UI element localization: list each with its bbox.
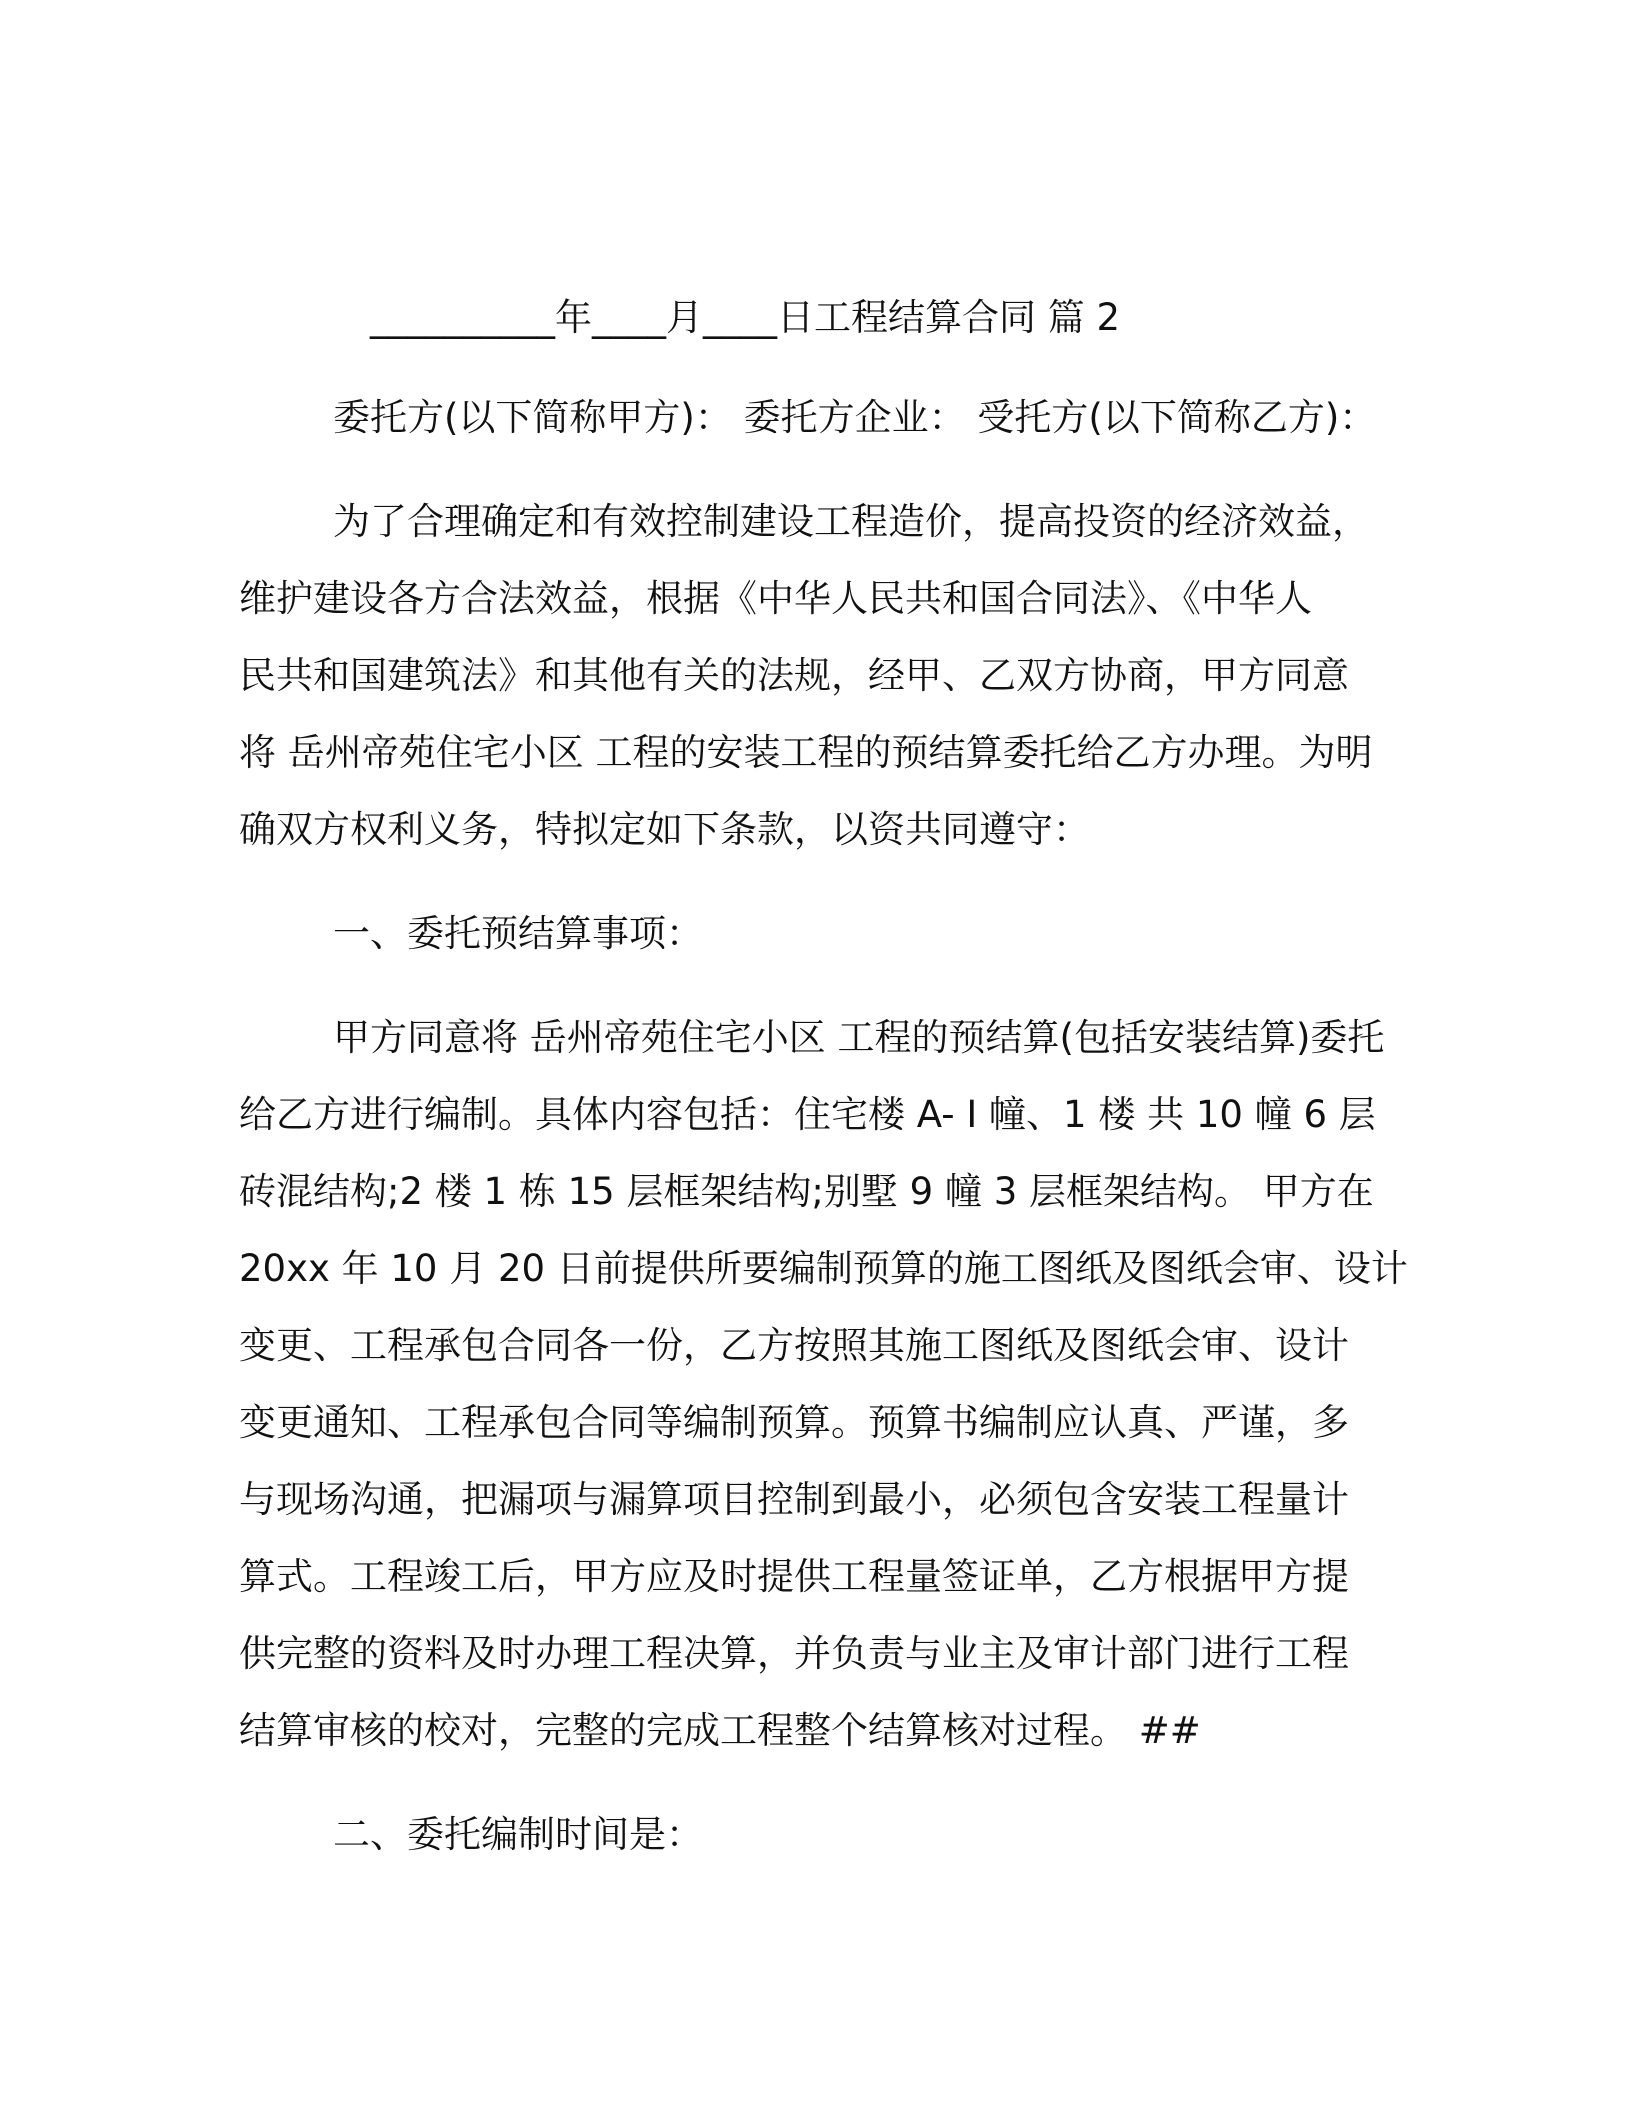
intro-line: 确双方权利义务，特拟定如下条款，以资共同遵守： — [239, 808, 1090, 851]
section1-line: 结算审核的校对，完整的完成工程整个结算核对过程。 ## — [239, 1709, 1201, 1752]
section1-line: 与现场沟通，把漏项与漏算项目控制到最小，必须包含安装工程量计 — [239, 1478, 1349, 1521]
intro-line: 将 岳州帝苑住宅小区 工程的安装工程的预结算委托给乙方办理。为明 — [239, 731, 1373, 774]
section1-line: 给乙方进行编制。具体内容包括：住宅楼 A- I 幢、1 楼 共 10 幢 6 层 — [239, 1093, 1376, 1136]
section1-line: 算式。工程竣工后，甲方应及时提供工程量签证单，乙方根据甲方提 — [239, 1555, 1349, 1598]
section1-line: 供完整的资料及时办理工程决算，并负责与业主及审计部门进行工程 — [239, 1632, 1349, 1675]
section1-line: 甲方同意将 岳州帝苑住宅小区 工程的预结算(包括安装结算)委托 — [333, 1016, 1385, 1059]
section1-line: 砖混结构;2 楼 1 栋 15 层框架结构;别墅 9 幢 3 层框架结构。 甲方在 — [239, 1170, 1374, 1213]
section2-heading: 二、委托编制时间是： — [333, 1813, 703, 1856]
parties-line: 委托方(以下简称甲方)： 委托方企业： 受托方(以下简称乙方)： — [333, 396, 1377, 439]
section1-line: 20xx 年 10 月 20 日前提供所要编制预算的施工图纸及图纸会审、设计 — [239, 1247, 1408, 1290]
document-title: __________年____月____日工程结算合同 篇 2 — [370, 296, 1121, 339]
section1-heading: 一、委托预结算事项： — [333, 912, 703, 955]
section1-line: 变更、工程承包合同各一份，乙方按照其施工图纸及图纸会审、设计 — [239, 1324, 1349, 1367]
intro-line: 民共和国建筑法》和其他有关的法规，经甲、乙双方协商，甲方同意 — [239, 654, 1349, 697]
intro-line: 维护建设各方合法效益，根据《中华人民共和国合同法》、《中华人 — [239, 577, 1312, 620]
intro-line: 为了合理确定和有效控制建设工程造价，提高投资的经济效益， — [333, 500, 1369, 543]
section1-line: 变更通知、工程承包合同等编制预算。预算书编制应认真、严谨，多 — [239, 1401, 1349, 1444]
